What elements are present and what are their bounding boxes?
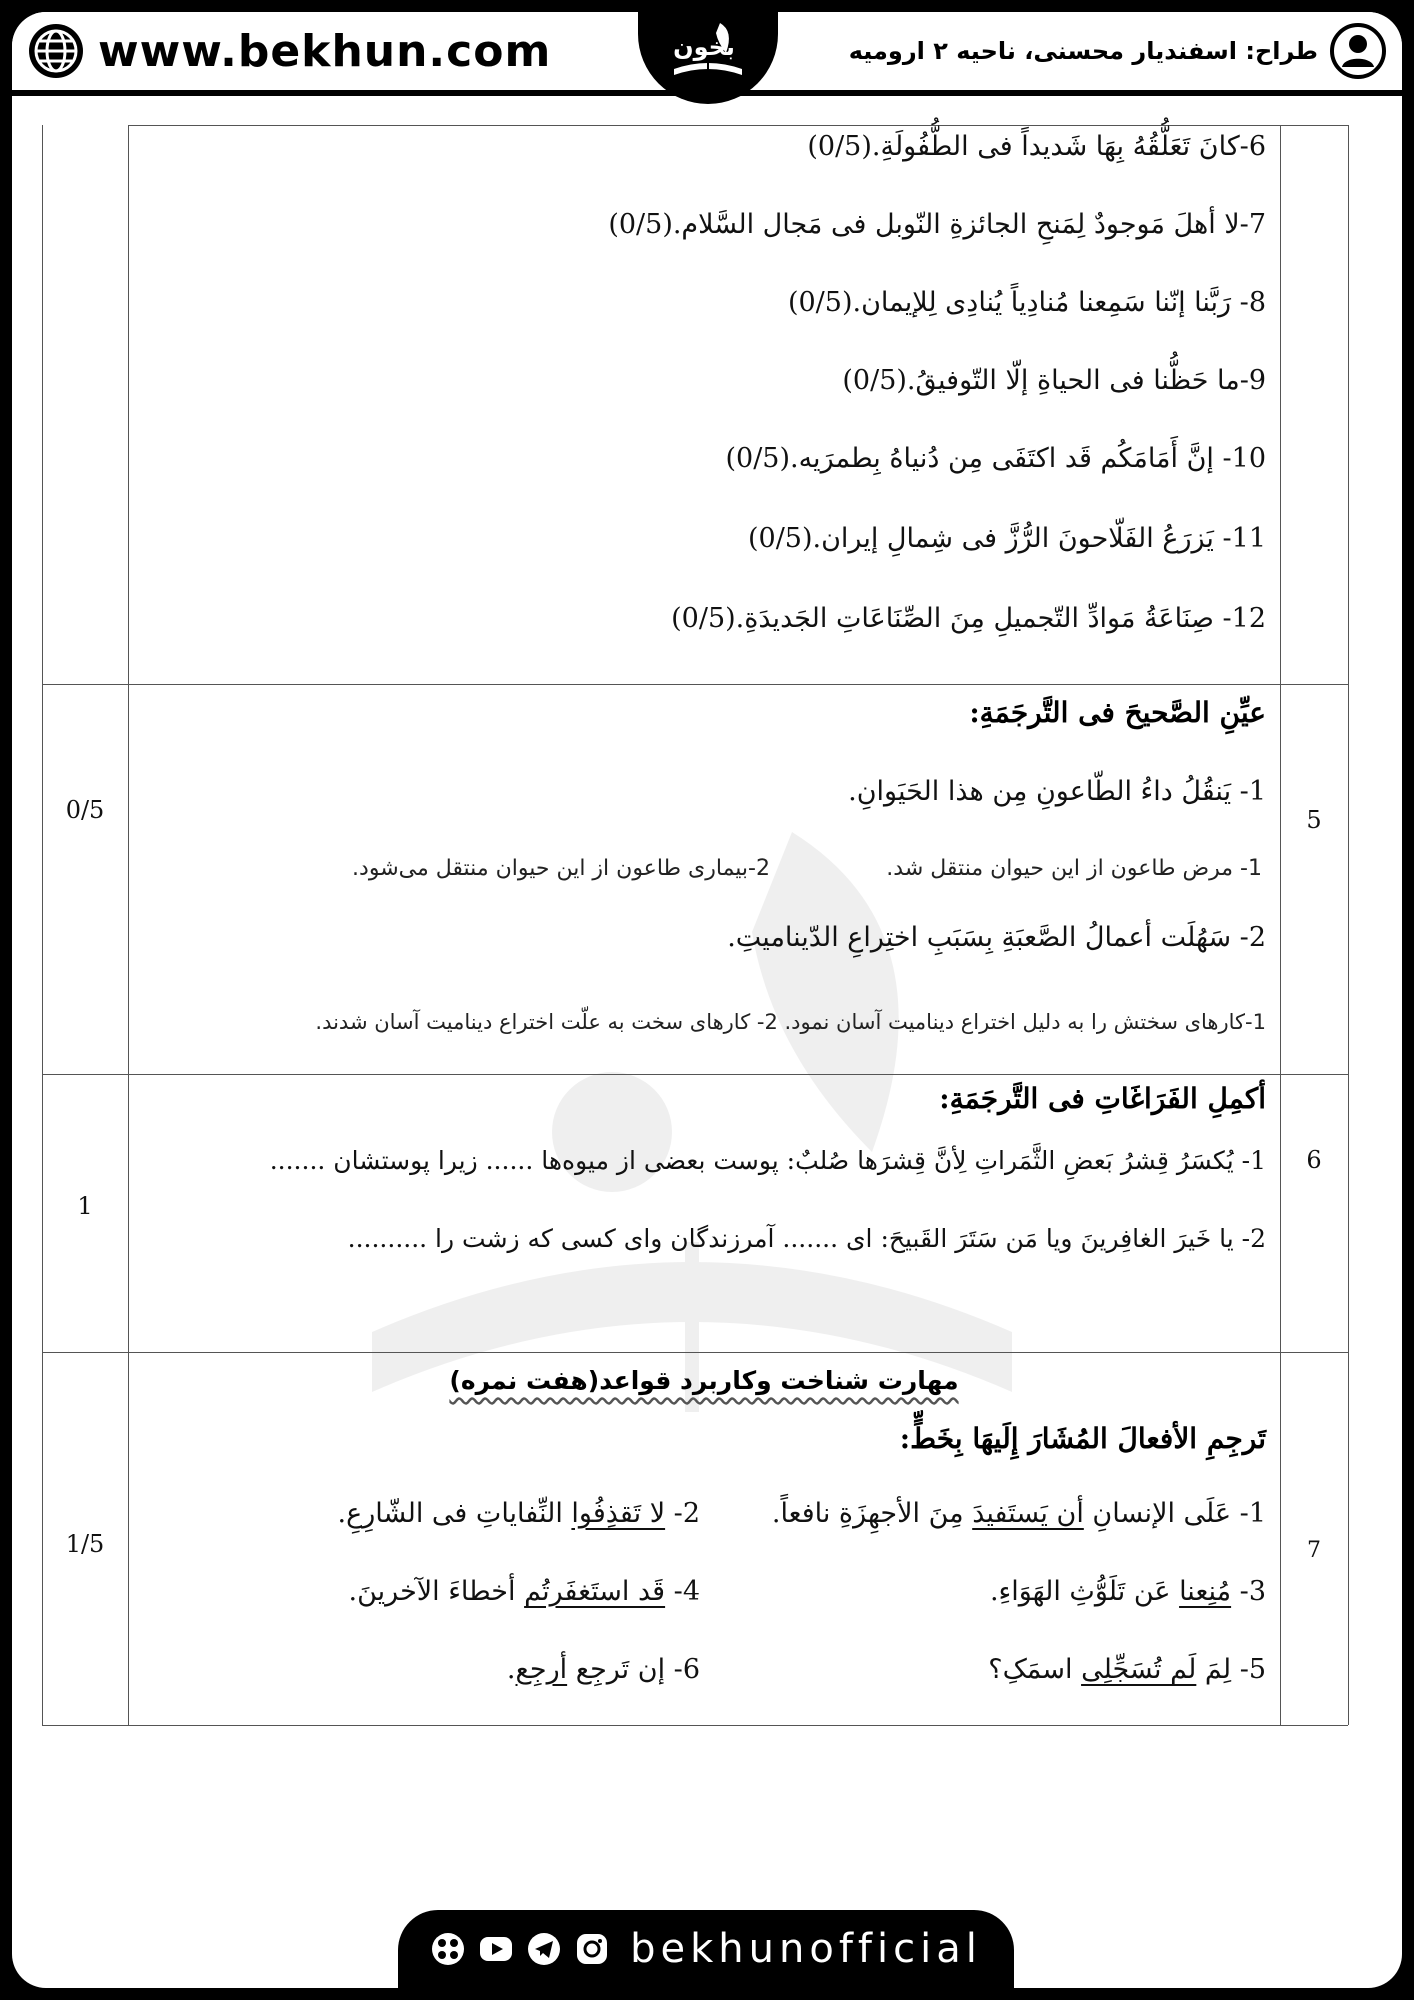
sentence-7: 7-لا أهلَ مَوجودٌ لِمَنحِ الجائزةِ النّوبل فی مَجال السَّلام.(0/5) (608, 209, 1266, 240)
item-1: 1- عَلَى الإنسانِ أن يَستَفيدَ مِنَ الأجهِزَةِ نافعاً. (771, 1498, 1266, 1529)
item-3: 3- مُنِعنا عَن تَلَوُّثِ الهَوَاءِ. (989, 1576, 1266, 1607)
question-number: 7 (1307, 1538, 1321, 1563)
question-number: 6 (1306, 1146, 1322, 1174)
underlined-verb: أرجِع (515, 1654, 568, 1685)
question-content (128, 684, 1280, 1074)
question-row-continued (42, 125, 1348, 684)
aparat-icon[interactable] (430, 1931, 466, 1967)
sentence-11: 11- يَزرَعُ الفَلّاحونَ الرُّزَّ فی شِمالِ إيران.(0/5) (747, 523, 1266, 554)
question-row-6 (42, 1074, 1348, 1352)
question-heading: أكمِلِ الفَرَاغَاتِ فی التَّرجَمَةِ: (939, 1082, 1266, 1115)
question-row-7 (42, 1352, 1348, 1725)
telegram-icon[interactable] (526, 1931, 562, 1967)
website-link[interactable] (28, 22, 551, 80)
question-heading: عيِّنِ الصَّحيحَ فی التَّرجَمَةِ: (969, 696, 1266, 729)
question-content (128, 1074, 1280, 1352)
sentence-9: 9-ما حَظُّنا فی الحياةِ إلّا التّوفيقُ.(0/5) (842, 365, 1266, 396)
option-2: 2-بیماری طاعون از این حیوان منتقل می‌شود. (352, 856, 770, 881)
underlined-verb: أن يَستَفيدَ (972, 1498, 1084, 1529)
question-score: 1 (77, 1192, 93, 1220)
question-content (128, 125, 1280, 684)
question-score: 1/5 (65, 1530, 105, 1558)
designer-info (849, 22, 1386, 80)
sentence-1: 1- يَنقُلُ داءُ الطّاعونِ مِن هذا الحَيَوانِ. (848, 776, 1266, 807)
website-text: www.bekhun.com (98, 25, 552, 77)
item-4: 4- قَد استَغفَرتُم أخطاءَ الآخرينَ. (348, 1576, 700, 1607)
option-1: 1- مرض طاعون از این حیوان منتقل شد. (886, 856, 1262, 881)
question-content (128, 1352, 1280, 1725)
book-feather-icon (660, 13, 756, 97)
section-title: مهارت شناخت وکاربرد قواعد(هفت نمره) (449, 1366, 959, 1395)
question-heading: تَرجِمِ الأفعالَ المُشَارَ إِلَيهَا بِخَطٍّ: (899, 1422, 1266, 1455)
social-footer (398, 1910, 1014, 1988)
social-handle[interactable]: bekhunofficial (630, 1926, 982, 1972)
user-icon (1330, 23, 1386, 79)
sentence-2: 2- سَهُلَت أعمالُ الصَّعبَةِ بِسَبَبِ اختِراعِ الدّيناميتِ. (727, 922, 1266, 953)
item-2: 2- لا تَقذِفُوا النِّفاياتِ فی الشّارِعِ. (337, 1498, 700, 1529)
globe-icon (28, 23, 84, 79)
exam-page (12, 12, 1402, 1988)
sentence-6: 6-كانَ تَعَلُّقُهُ بِهَا شَديداً فی الطُّفُولَةِ.(0/5) (807, 131, 1266, 162)
youtube-icon[interactable] (478, 1931, 514, 1967)
underlined-verb: لا تَقذِفُوا (571, 1498, 666, 1529)
item-6: 6- إن تَرجِع أرجِع. (506, 1654, 700, 1685)
question-number: 5 (1306, 806, 1322, 834)
sentence-12: 12- صِنَاعَةُ مَوادِّ التّجميلِ مِنَ الصِّنَاعَاتِ الجَديدَةِ.(0/5) (671, 603, 1266, 634)
underlined-verb: قَد استَغفَرتُم (524, 1576, 666, 1607)
designer-text: طراح: اسفندیار محسنی، ناحیه ۲ ارومیه (848, 37, 1318, 65)
sentence-2: 2- يا خَيرَ الغافِرينَ ويا مَن سَتَرَ القَبيحَ: ای ....... آمرزندگان وای کسی که زشت را .......... (347, 1224, 1266, 1253)
questions-table (42, 125, 1348, 1725)
question-score: 0/5 (65, 796, 105, 824)
options-line: 1-کارهای سختش را به دلیل اختراع دینامیت آسان نمود. 2- کارهای سخت به علّت اختراع دینامیت آسان شدند. (315, 1010, 1266, 1034)
logo-text: بخون (673, 33, 735, 61)
underlined-verb: مُنِعنا (1179, 1576, 1232, 1607)
sentence-8: 8- رَبَّنا إنّنا سَمِعنا مُنادِياً يُنادِی لِلإيمان.(0/5) (787, 287, 1266, 318)
instagram-icon[interactable] (574, 1931, 610, 1967)
question-row-5 (42, 684, 1348, 1074)
item-5: 5- لِمَ لَم تُسَجِّلِی اسمَکِ؟ (988, 1654, 1266, 1685)
underlined-verb: لَم تُسَجِّلِی (1081, 1654, 1197, 1685)
sentence-1: 1- يُكسَرُ قِشرُ بَعضِ الثَّمَراتِ لِأنَّ قِشرَها صُلبٌ: پوست بعضی از میوه‌ها ...... زیرا پوستشان ....... (269, 1146, 1266, 1175)
sentence-10: 10- إنَّ أَمَامَكُم قَد اكتَفَى مِن دُنياهُ بِطمرَيه.(0/5) (725, 443, 1266, 474)
